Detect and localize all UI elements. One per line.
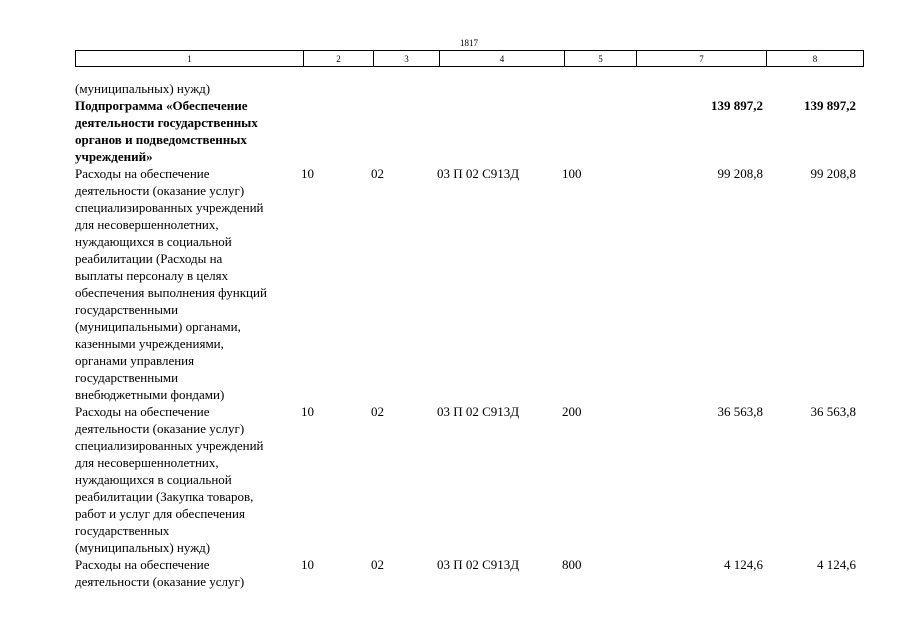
row-description: Расходы на обеспечение деятельности (оказание услуг) xyxy=(75,557,245,589)
target-article-code: 03 П 02 С913Д xyxy=(437,166,520,181)
expense-type-code xyxy=(562,97,634,165)
column-header-3: 3 xyxy=(374,51,440,67)
column-header-2: 2 xyxy=(304,51,374,67)
column-header-1: 1 xyxy=(76,51,304,67)
column-header-7: 7 xyxy=(637,51,767,67)
expense-type-code: 100 xyxy=(562,166,582,181)
subsection-code xyxy=(371,97,437,165)
target-article-code xyxy=(437,80,562,97)
target-article-code: 03 П 02 С913Д xyxy=(437,557,520,572)
amount-col-7: 36 563,8 xyxy=(717,404,763,419)
section-code xyxy=(301,97,371,165)
expense-type-code xyxy=(562,80,634,97)
subsection-code: 02 xyxy=(371,557,384,572)
amount-col-7: 4 124,6 xyxy=(724,557,763,572)
amount-col-8: 99 208,8 xyxy=(810,166,856,181)
expense-type-code: 800 xyxy=(562,557,582,572)
amount-col-8: 139 897,2 xyxy=(804,98,856,113)
column-header-5: 5 xyxy=(565,51,637,67)
row-description: (муниципальных) нужд) xyxy=(75,81,211,96)
amount-col-7: 99 208,8 xyxy=(717,166,763,181)
row-description: Расходы на обеспечение деятельности (оказание услуг) специализированных учреждений для несовершеннолетних, нуждающихся в социальной реабилитации (Закупка товаров, работ и услуг для обеспечения государственных (муниципальных) нужд) xyxy=(75,404,264,555)
budget-table xyxy=(75,80,856,590)
page-number: 1817 xyxy=(460,38,478,48)
section-code: 10 xyxy=(301,557,314,572)
table-row xyxy=(75,165,856,403)
row-description: Расходы на обеспечение деятельности (оказание услуг) специализированных учреждений для несовершеннолетних, нуждающихся в социальной реабилитации (Расходы на выплаты персоналу в целях обеспечения выполнения функций государственными (муниципальными) органами, казенными учреждениями, органами управления государственными внебюджетными фондами) xyxy=(75,166,267,402)
column-header-4: 4 xyxy=(440,51,565,67)
amount-col-7: 139 897,2 xyxy=(711,98,763,113)
table-row xyxy=(75,97,856,165)
amount-col-8: 4 124,6 xyxy=(817,557,856,572)
column-header-8: 8 xyxy=(767,51,864,67)
column-header-row xyxy=(76,51,864,67)
section-code xyxy=(301,80,371,97)
table-row xyxy=(75,403,856,556)
table-row xyxy=(75,80,856,97)
subsection-code: 02 xyxy=(371,166,384,181)
amount-col-7 xyxy=(634,80,763,97)
table-row xyxy=(75,556,856,590)
expense-type-code: 200 xyxy=(562,404,582,419)
amount-col-8 xyxy=(763,80,856,97)
section-code: 10 xyxy=(301,404,314,419)
target-article-code: 03 П 02 С913Д xyxy=(437,404,520,419)
row-description: Подпрограмма «Обеспечение деятельности государственных органов и подведомственных учреждений» xyxy=(75,98,258,164)
amount-col-8: 36 563,8 xyxy=(810,404,856,419)
section-code: 10 xyxy=(301,166,314,181)
subsection-code xyxy=(371,80,437,97)
target-article-code xyxy=(437,97,562,165)
column-header-table xyxy=(75,50,864,67)
subsection-code: 02 xyxy=(371,404,384,419)
